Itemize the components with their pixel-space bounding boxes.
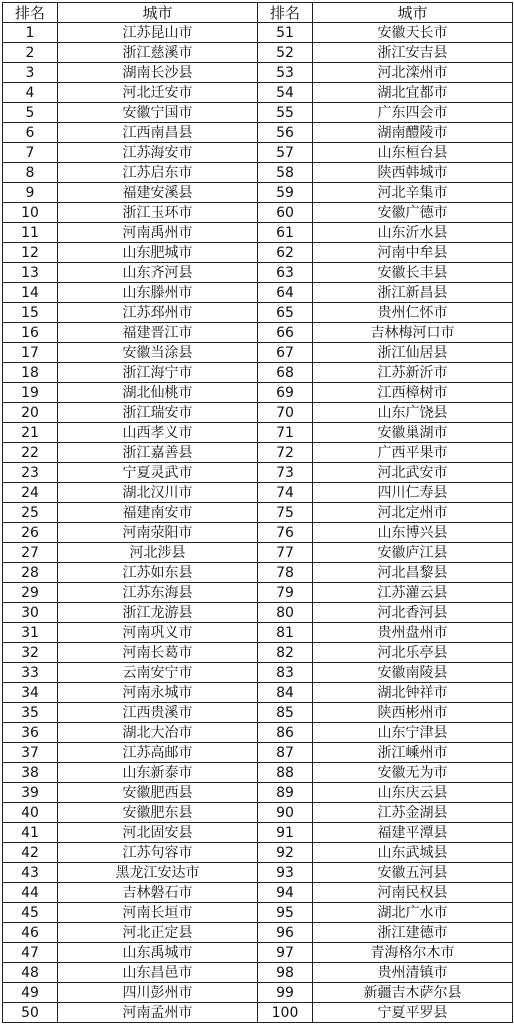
table-row — [3, 763, 513, 783]
right-city-cell: 河北滦州市 — [313, 63, 513, 83]
left-rank-cell: 49 — [3, 983, 58, 1003]
left-city-cell: 河北迁安市 — [58, 83, 258, 103]
table-row — [3, 343, 513, 363]
left-rank-cell: 46 — [3, 923, 58, 943]
left-city-cell: 湖南长沙县 — [58, 63, 258, 83]
right-city-cell: 浙江仙居县 — [313, 343, 513, 363]
left-rank-cell: 42 — [3, 843, 58, 863]
table-row — [3, 643, 513, 663]
left-rank-cell: 3 — [3, 63, 58, 83]
table-row — [3, 223, 513, 243]
right-rank-cell: 63 — [258, 263, 313, 283]
table-row — [3, 703, 513, 723]
right-rank-cell: 79 — [258, 583, 313, 603]
left-city-cell: 浙江海宁市 — [58, 363, 258, 383]
left-rank-cell: 36 — [3, 723, 58, 743]
right-city-cell: 广东四会市 — [313, 103, 513, 123]
right-city-cell: 安徽无为市 — [313, 763, 513, 783]
table-row — [3, 503, 513, 523]
right-rank-cell: 57 — [258, 143, 313, 163]
table-row — [3, 563, 513, 583]
right-rank-cell: 61 — [258, 223, 313, 243]
right-city-cell: 吉林梅河口市 — [313, 323, 513, 343]
left-city-cell: 湖北大冶市 — [58, 723, 258, 743]
right-city-cell: 安徽庐江县 — [313, 543, 513, 563]
left-city-cell: 江苏如东县 — [58, 563, 258, 583]
city-header-right: 城市 — [313, 3, 513, 23]
right-city-cell: 新疆吉木萨尔县 — [313, 983, 513, 1003]
right-rank-cell: 94 — [258, 883, 313, 903]
right-city-cell: 湖北宜都市 — [313, 83, 513, 103]
left-city-cell: 江苏昆山市 — [58, 23, 258, 43]
right-rank-cell: 55 — [258, 103, 313, 123]
right-rank-cell: 78 — [258, 563, 313, 583]
left-city-cell: 山东昌邑市 — [58, 963, 258, 983]
left-rank-cell: 4 — [3, 83, 58, 103]
left-city-cell: 福建南安市 — [58, 503, 258, 523]
right-city-cell: 河北辛集市 — [313, 183, 513, 203]
table-row — [3, 163, 513, 183]
table-row — [3, 443, 513, 463]
right-city-cell: 贵州清镇市 — [313, 963, 513, 983]
right-city-cell: 浙江建德市 — [313, 923, 513, 943]
right-city-cell: 宁夏平罗县 — [313, 1003, 513, 1023]
left-city-cell: 河南荥阳市 — [58, 523, 258, 543]
left-city-cell: 福建安溪县 — [58, 183, 258, 203]
left-rank-cell: 45 — [3, 903, 58, 923]
right-city-cell: 湖北广水市 — [313, 903, 513, 923]
table-row — [3, 463, 513, 483]
table-row — [3, 943, 513, 963]
ranking-table — [2, 2, 513, 1023]
left-rank-cell: 9 — [3, 183, 58, 203]
left-rank-cell: 12 — [3, 243, 58, 263]
left-city-cell: 山东肥城市 — [58, 243, 258, 263]
table-row — [3, 303, 513, 323]
left-city-cell: 浙江瑞安市 — [58, 403, 258, 423]
right-rank-cell: 75 — [258, 503, 313, 523]
right-rank-cell: 84 — [258, 683, 313, 703]
right-city-cell: 安徽五河县 — [313, 863, 513, 883]
left-rank-cell: 8 — [3, 163, 58, 183]
right-rank-cell: 73 — [258, 463, 313, 483]
right-city-cell: 安徽巢湖市 — [313, 423, 513, 443]
left-rank-cell: 50 — [3, 1003, 58, 1023]
left-rank-cell: 40 — [3, 803, 58, 823]
table-row — [3, 903, 513, 923]
left-rank-cell: 28 — [3, 563, 58, 583]
left-rank-cell: 33 — [3, 663, 58, 683]
left-rank-cell: 20 — [3, 403, 58, 423]
left-city-cell: 江苏句容市 — [58, 843, 258, 863]
right-rank-cell: 71 — [258, 423, 313, 443]
table-row — [3, 63, 513, 83]
left-city-cell: 河南永城市 — [58, 683, 258, 703]
right-rank-cell: 100 — [258, 1003, 313, 1023]
right-city-cell: 陕西彬州市 — [313, 703, 513, 723]
right-city-cell: 贵州盘州市 — [313, 623, 513, 643]
right-city-cell: 安徽天长市 — [313, 23, 513, 43]
right-rank-cell: 59 — [258, 183, 313, 203]
table-row — [3, 883, 513, 903]
table-row — [3, 623, 513, 643]
table-row — [3, 963, 513, 983]
right-rank-cell: 90 — [258, 803, 313, 823]
right-city-cell: 山东沂水县 — [313, 223, 513, 243]
table-row — [3, 263, 513, 283]
left-city-cell: 吉林磐石市 — [58, 883, 258, 903]
right-city-cell: 青海格尔木市 — [313, 943, 513, 963]
right-city-cell: 河南民权县 — [313, 883, 513, 903]
right-city-cell: 陕西韩城市 — [313, 163, 513, 183]
table-row — [3, 583, 513, 603]
table-row — [3, 183, 513, 203]
left-rank-cell: 15 — [3, 303, 58, 323]
table-row — [3, 863, 513, 883]
table-row — [3, 1003, 513, 1023]
left-city-cell: 浙江玉环市 — [58, 203, 258, 223]
right-rank-cell: 72 — [258, 443, 313, 463]
left-city-cell: 江苏邳州市 — [58, 303, 258, 323]
left-rank-cell: 30 — [3, 603, 58, 623]
table-row — [3, 123, 513, 143]
right-rank-cell: 53 — [258, 63, 313, 83]
left-rank-cell: 29 — [3, 583, 58, 603]
left-city-cell: 山西孝义市 — [58, 423, 258, 443]
left-rank-cell: 2 — [3, 43, 58, 63]
table-row — [3, 483, 513, 503]
left-city-cell: 河北涉县 — [58, 543, 258, 563]
table-row — [3, 423, 513, 443]
right-rank-cell: 98 — [258, 963, 313, 983]
left-rank-cell: 37 — [3, 743, 58, 763]
right-city-cell: 湖南醴陵市 — [313, 123, 513, 143]
right-rank-cell: 95 — [258, 903, 313, 923]
table-row — [3, 243, 513, 263]
left-rank-cell: 11 — [3, 223, 58, 243]
right-city-cell: 浙江嵊州市 — [313, 743, 513, 763]
left-city-cell: 安徽当涂县 — [58, 343, 258, 363]
left-city-cell: 河南长垣市 — [58, 903, 258, 923]
table-row — [3, 543, 513, 563]
right-rank-cell: 64 — [258, 283, 313, 303]
right-city-cell: 河北武安市 — [313, 463, 513, 483]
left-rank-cell: 39 — [3, 783, 58, 803]
right-rank-cell: 67 — [258, 343, 313, 363]
right-rank-cell: 65 — [258, 303, 313, 323]
left-city-cell: 山东禹城市 — [58, 943, 258, 963]
right-city-cell: 江苏新沂市 — [313, 363, 513, 383]
left-city-cell: 江苏启东市 — [58, 163, 258, 183]
right-city-cell: 福建平潭县 — [313, 823, 513, 843]
right-city-cell: 山东桓台县 — [313, 143, 513, 163]
right-rank-cell: 58 — [258, 163, 313, 183]
right-rank-cell: 85 — [258, 703, 313, 723]
left-city-cell: 安徽肥西县 — [58, 783, 258, 803]
left-rank-cell: 16 — [3, 323, 58, 343]
table-row — [3, 603, 513, 623]
left-rank-cell: 5 — [3, 103, 58, 123]
right-rank-cell: 96 — [258, 923, 313, 943]
left-rank-cell: 48 — [3, 963, 58, 983]
right-rank-cell: 54 — [258, 83, 313, 103]
right-city-cell: 安徽长丰县 — [313, 263, 513, 283]
right-rank-cell: 88 — [258, 763, 313, 783]
right-city-cell: 山东博兴县 — [313, 523, 513, 543]
left-city-cell: 浙江龙游县 — [58, 603, 258, 623]
left-rank-cell: 24 — [3, 483, 58, 503]
right-rank-cell: 80 — [258, 603, 313, 623]
left-city-cell: 安徽肥东县 — [58, 803, 258, 823]
right-rank-cell: 89 — [258, 783, 313, 803]
right-city-cell: 河北昌黎县 — [313, 563, 513, 583]
left-rank-cell: 18 — [3, 363, 58, 383]
left-city-cell: 山东新泰市 — [58, 763, 258, 783]
right-rank-cell: 56 — [258, 123, 313, 143]
right-city-cell: 河北定州市 — [313, 503, 513, 523]
table-header-row — [3, 3, 513, 23]
right-city-cell: 河北乐亭县 — [313, 643, 513, 663]
table-row — [3, 363, 513, 383]
left-city-cell: 河南巩义市 — [58, 623, 258, 643]
left-city-cell: 福建晋江市 — [58, 323, 258, 343]
left-rank-cell: 21 — [3, 423, 58, 443]
table-body — [3, 23, 513, 1023]
table-row — [3, 523, 513, 543]
right-city-cell: 河南中牟县 — [313, 243, 513, 263]
left-city-cell: 黑龙江安达市 — [58, 863, 258, 883]
left-city-cell: 四川彭州市 — [58, 983, 258, 1003]
left-rank-cell: 13 — [3, 263, 58, 283]
left-city-cell: 江苏东海县 — [58, 583, 258, 603]
table-row — [3, 283, 513, 303]
table-row — [3, 743, 513, 763]
rank-header-left: 排名 — [3, 3, 58, 23]
left-rank-cell: 17 — [3, 343, 58, 363]
right-city-cell: 江苏灌云县 — [313, 583, 513, 603]
left-city-cell: 江苏海安市 — [58, 143, 258, 163]
city-header-left: 城市 — [58, 3, 258, 23]
left-rank-cell: 27 — [3, 543, 58, 563]
left-city-cell: 宁夏灵武市 — [58, 463, 258, 483]
left-rank-cell: 35 — [3, 703, 58, 723]
left-rank-cell: 38 — [3, 763, 58, 783]
left-rank-cell: 44 — [3, 883, 58, 903]
left-city-cell: 安徽宁国市 — [58, 103, 258, 123]
right-rank-cell: 87 — [258, 743, 313, 763]
left-city-cell: 浙江嘉善县 — [58, 443, 258, 463]
left-rank-cell: 10 — [3, 203, 58, 223]
table-row — [3, 683, 513, 703]
table-row — [3, 783, 513, 803]
right-rank-cell: 86 — [258, 723, 313, 743]
right-rank-cell: 92 — [258, 843, 313, 863]
left-rank-cell: 6 — [3, 123, 58, 143]
left-city-cell: 河南禹州市 — [58, 223, 258, 243]
table-row — [3, 823, 513, 843]
right-city-cell: 浙江安吉县 — [313, 43, 513, 63]
table-row — [3, 103, 513, 123]
left-city-cell: 山东齐河县 — [58, 263, 258, 283]
left-rank-cell: 32 — [3, 643, 58, 663]
left-city-cell: 江苏高邮市 — [58, 743, 258, 763]
right-rank-cell: 69 — [258, 383, 313, 403]
left-rank-cell: 31 — [3, 623, 58, 643]
right-city-cell: 江苏金湖县 — [313, 803, 513, 823]
left-city-cell: 江西贵溪市 — [58, 703, 258, 723]
right-rank-cell: 83 — [258, 663, 313, 683]
right-city-cell: 山东武城县 — [313, 843, 513, 863]
left-rank-cell: 1 — [3, 23, 58, 43]
left-city-cell: 河北正定县 — [58, 923, 258, 943]
right-rank-cell: 77 — [258, 543, 313, 563]
right-city-cell: 贵州仁怀市 — [313, 303, 513, 323]
rank-header-right: 排名 — [258, 3, 313, 23]
left-rank-cell: 25 — [3, 503, 58, 523]
table-row — [3, 323, 513, 343]
right-rank-cell: 81 — [258, 623, 313, 643]
left-city-cell: 浙江慈溪市 — [58, 43, 258, 63]
right-city-cell: 山东宁津县 — [313, 723, 513, 743]
left-city-cell: 云南安宁市 — [58, 663, 258, 683]
table-row — [3, 43, 513, 63]
right-city-cell: 山东庆云县 — [313, 783, 513, 803]
right-rank-cell: 66 — [258, 323, 313, 343]
right-city-cell: 广西平果市 — [313, 443, 513, 463]
left-rank-cell: 23 — [3, 463, 58, 483]
table-row — [3, 383, 513, 403]
right-city-cell: 安徽广德市 — [313, 203, 513, 223]
table-row — [3, 663, 513, 683]
right-rank-cell: 97 — [258, 943, 313, 963]
left-rank-cell: 41 — [3, 823, 58, 843]
right-rank-cell: 99 — [258, 983, 313, 1003]
right-city-cell: 安徽南陵县 — [313, 663, 513, 683]
right-city-cell: 湖北钟祥市 — [313, 683, 513, 703]
right-city-cell: 山东广饶县 — [313, 403, 513, 423]
right-rank-cell: 62 — [258, 243, 313, 263]
right-rank-cell: 76 — [258, 523, 313, 543]
right-rank-cell: 68 — [258, 363, 313, 383]
left-city-cell: 河北固安县 — [58, 823, 258, 843]
left-rank-cell: 47 — [3, 943, 58, 963]
left-city-cell: 河南长葛市 — [58, 643, 258, 663]
left-city-cell: 湖北汉川市 — [58, 483, 258, 503]
left-rank-cell: 19 — [3, 383, 58, 403]
left-city-cell: 湖北仙桃市 — [58, 383, 258, 403]
left-rank-cell: 14 — [3, 283, 58, 303]
right-rank-cell: 52 — [258, 43, 313, 63]
left-rank-cell: 43 — [3, 863, 58, 883]
table-row — [3, 203, 513, 223]
right-rank-cell: 91 — [258, 823, 313, 843]
left-city-cell: 江西南昌县 — [58, 123, 258, 143]
table-row — [3, 143, 513, 163]
table-row — [3, 83, 513, 103]
left-rank-cell: 22 — [3, 443, 58, 463]
right-rank-cell: 60 — [258, 203, 313, 223]
table-row — [3, 723, 513, 743]
table-row — [3, 843, 513, 863]
left-rank-cell: 7 — [3, 143, 58, 163]
right-rank-cell: 82 — [258, 643, 313, 663]
right-rank-cell: 93 — [258, 863, 313, 883]
right-rank-cell: 70 — [258, 403, 313, 423]
table-row — [3, 23, 513, 43]
right-city-cell: 江西樟树市 — [313, 383, 513, 403]
table-row — [3, 983, 513, 1003]
right-rank-cell: 74 — [258, 483, 313, 503]
right-city-cell: 四川仁寿县 — [313, 483, 513, 503]
right-city-cell: 浙江新昌县 — [313, 283, 513, 303]
right-rank-cell: 51 — [258, 23, 313, 43]
table-row — [3, 803, 513, 823]
left-city-cell: 河南孟州市 — [58, 1003, 258, 1023]
left-rank-cell: 26 — [3, 523, 58, 543]
left-city-cell: 山东滕州市 — [58, 283, 258, 303]
table-row — [3, 403, 513, 423]
left-rank-cell: 34 — [3, 683, 58, 703]
table-row — [3, 923, 513, 943]
right-city-cell: 河北香河县 — [313, 603, 513, 623]
